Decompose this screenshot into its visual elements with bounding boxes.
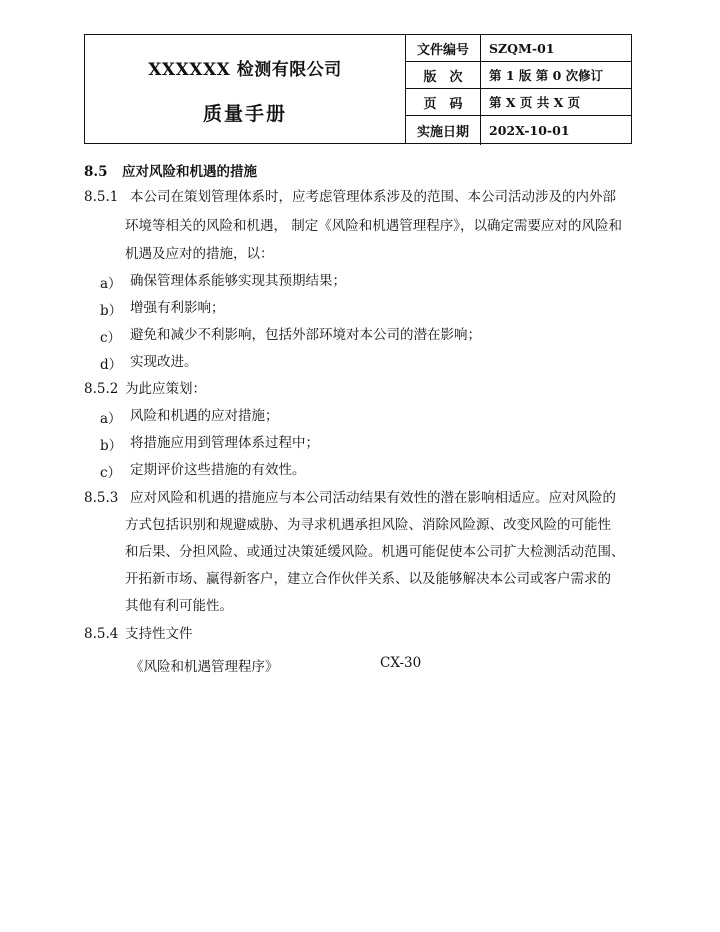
clause-number-854: 8.5.4 bbox=[84, 626, 119, 642]
clause-853-line: 和后果、分担风险、或通过决策延缓风险。机遇可能促使本公司扩大检测活动范围、 bbox=[125, 544, 625, 560]
list-item-text: 风险和机遇的应对措施； bbox=[130, 408, 279, 424]
header-row-page bbox=[406, 89, 631, 116]
clause-852-text: 为此应策划： bbox=[125, 381, 206, 397]
list-item-text: 增强有利影响； bbox=[130, 300, 225, 316]
header-value: SZQM-01 bbox=[489, 40, 555, 56]
list-item-text: 将措施应用到管理体系过程中； bbox=[130, 435, 319, 451]
clause-number-851: 8.5.1 bbox=[84, 189, 119, 205]
header-label: 页 码 bbox=[406, 89, 481, 115]
list-item-text: 实现改进。 bbox=[130, 354, 198, 370]
header-value: 第 1 版 第 0 次修订 bbox=[489, 68, 604, 83]
header-info-cells bbox=[406, 35, 631, 143]
header-label: 文件编号 bbox=[406, 35, 481, 61]
header-value: 第 X 页 共 X 页 bbox=[489, 95, 581, 110]
company-name: XXXXXX 检测有限公司 bbox=[148, 60, 342, 80]
section-number: 8.5 bbox=[84, 164, 108, 180]
header-row-effective-date bbox=[406, 116, 631, 145]
list-item-label: a） bbox=[100, 411, 122, 427]
clause-853-line: 其他有利可能性。 bbox=[125, 598, 233, 614]
header-label: 实施日期 bbox=[406, 116, 481, 145]
clause-851-line: 本公司在策划管理体系时，应考虑管理体系涉及的范围、本公司活动涉及的内外部 bbox=[130, 189, 616, 205]
header-value: 202X-10-01 bbox=[489, 123, 570, 138]
document-header-table bbox=[84, 34, 632, 144]
clause-number-852: 8.5.2 bbox=[84, 381, 119, 397]
clause-853-line: 应对风险和机遇的措施应与本公司活动结果有效性的潜在影响相适应。应对风险的 bbox=[130, 490, 616, 506]
header-row-edition bbox=[406, 62, 631, 89]
list-item-label: c） bbox=[100, 330, 122, 346]
header-title-cell bbox=[85, 35, 406, 143]
list-item-text: 确保管理体系能够实现其预期结果； bbox=[130, 273, 346, 289]
list-item-label: a） bbox=[100, 276, 122, 292]
clause-853-line: 方式包括识别和规避威胁、为寻求机遇承担风险、消除风险源、改变风险的可能性 bbox=[125, 517, 611, 533]
list-item-label: c） bbox=[100, 465, 122, 481]
section-title bbox=[84, 160, 257, 180]
header-label: 版 次 bbox=[406, 62, 481, 88]
clause-853-line: 开拓新市场、赢得新客户，建立合作伙伴关系、以及能够解决本公司或客户需求的 bbox=[125, 571, 611, 587]
list-item-label: d） bbox=[100, 357, 123, 373]
section-title-text: 应对风险和机遇的措施 bbox=[122, 164, 257, 180]
list-item-label: b） bbox=[100, 438, 123, 454]
manual-title: 质量手册 bbox=[202, 103, 287, 125]
clause-851-line: 环境等相关的风险和机遇， 制定《风险和机遇管理程序》，以确定需要应对的风险和 bbox=[125, 218, 623, 234]
list-item-text: 避免和减少不利影响，包括外部环境对本公司的潜在影响； bbox=[130, 327, 481, 343]
clause-851-line: 机遇及应对的措施，以： bbox=[125, 246, 274, 262]
list-item-text: 定期评价这些措施的有效性。 bbox=[130, 462, 306, 478]
clause-number-853: 8.5.3 bbox=[84, 490, 119, 506]
list-item-label: b） bbox=[100, 303, 123, 319]
header-row-doc-number bbox=[406, 35, 631, 62]
supporting-document-name: 《风险和机遇管理程序》 bbox=[130, 659, 279, 675]
clause-854-text: 支持性文件 bbox=[125, 626, 193, 642]
supporting-document-code: CX-30 bbox=[380, 655, 422, 671]
